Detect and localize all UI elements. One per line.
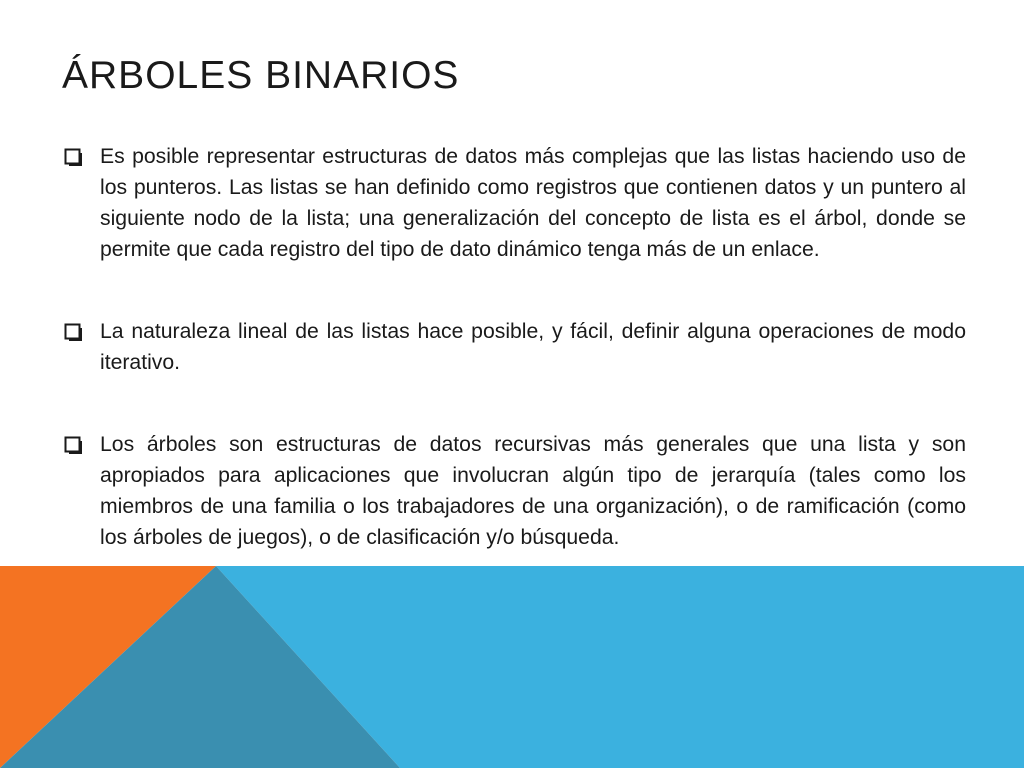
checkbox-icon xyxy=(64,436,82,454)
bullet-item xyxy=(62,141,966,265)
checkbox-icon xyxy=(64,148,82,166)
bullet-item xyxy=(62,429,966,553)
bullet-list xyxy=(62,141,966,553)
bullet-text: Es posible representar estructuras de datos más complejas que las listas haciendo uso de los punteros. Las listas se han definido como registros que contienen datos y un puntero al siguiente nodo de la lista; una generalización del concepto de lista es el árbol, donde se permite que cada registro del tipo de dato dinámico tenga más de un enlace. xyxy=(100,145,966,261)
slide-title: ÁRBOLES BINARIOS xyxy=(62,54,460,97)
bullet-text: Los árboles son estructuras de datos recursivas más generales que una lista y son apropiados para aplicaciones que involucran algún tipo de jerarquía (tales como los miembros de una familia o los trabajadores de una organización), o de ramificación (como los árboles de juegos), o de clasificación y/o búsqueda. xyxy=(100,433,966,549)
checkbox-icon xyxy=(64,323,82,341)
bullet-item xyxy=(62,316,966,378)
bullet-text: La naturaleza lineal de las listas hace posible, y fácil, definir alguna operaciones de modo iterativo. xyxy=(100,320,966,374)
